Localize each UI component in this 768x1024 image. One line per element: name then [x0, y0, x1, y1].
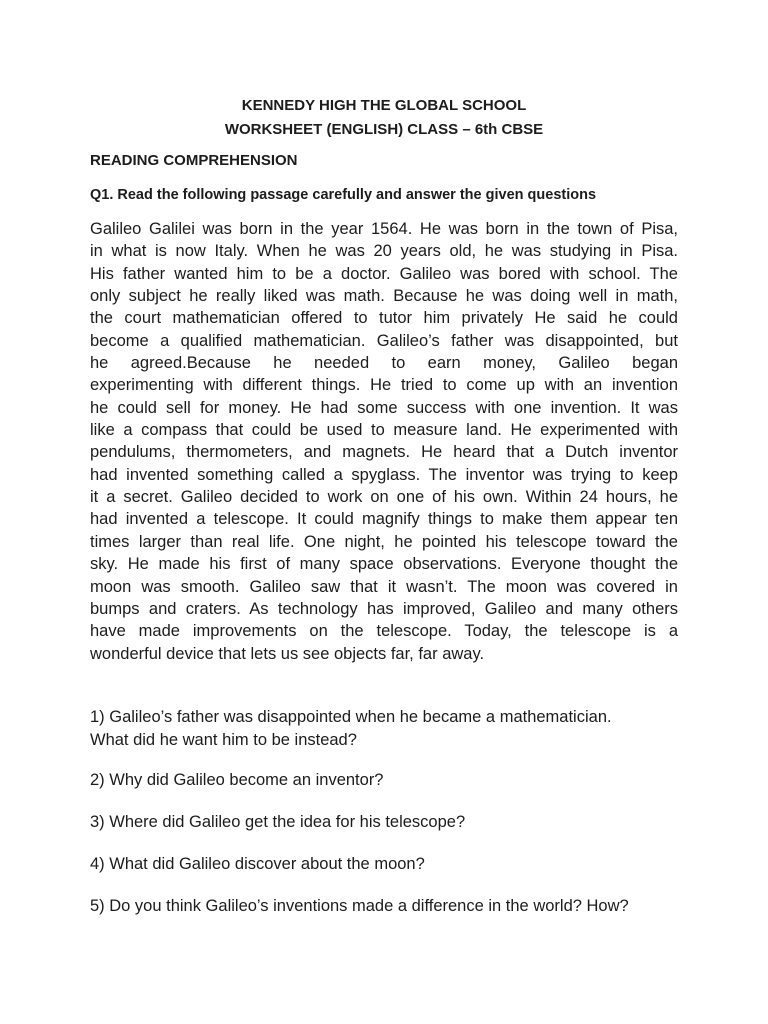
passage-line: it a secret. Galileo decided to work on one of his own. Within 24 hours, he [90, 488, 678, 507]
question-5: 5) Do you think Galileo’s inventions made a difference in the world? How? [90, 897, 629, 915]
question-1 [90, 706, 682, 751]
passage-line: wonderful device that lets us see objects far, far away. [90, 644, 485, 663]
question-4: 4) What did Galileo discover about the moon? [90, 855, 425, 873]
passage-line: only subject he really liked was math. Because he was doing well in math, [90, 287, 678, 306]
passage-line: moon was smooth. Galileo saw that it wasn’t. The moon was covered in [90, 577, 678, 596]
question-instruction: Q1. Read the following passage carefully and answer the given questions [90, 187, 597, 203]
passage-line: His father wanted him to be a doctor. Galileo was bored with school. The [90, 264, 678, 283]
worksheet-title: WORKSHEET (ENGLISH) CLASS – 6th CBSE [224, 121, 544, 138]
passage-line: had invented a telescope. It could magnify things to make them appear ten [90, 510, 678, 529]
passage-line: Galileo Galilei was born in the year 1564. He was born in the town of Pisa, [90, 220, 678, 238]
passage-line: have made improvements on the telescope. Today, the telescope is a [90, 622, 678, 641]
passage-line: experimenting with different things. He tried to come up with an invention [90, 376, 678, 395]
passage-line: bumps and craters. As technology has improved, Galileo and many others [90, 599, 678, 618]
passage-line: had invented something called a spyglass. The inventor was trying to keep [90, 465, 678, 484]
reading-passage [90, 218, 678, 665]
passage-line: in what is now Italy. When he was 20 years old, he was studying in Pisa. [90, 242, 678, 261]
passage-line: he could sell for money. He had some success with one invention. It was [90, 398, 678, 417]
passage-line: become a qualified mathematician. Galileo’s father was disappointed, but [90, 331, 678, 350]
school-name: KENNEDY HIGH THE GLOBAL SCHOOL [241, 97, 527, 114]
question-2: 2) Why did Galileo become an inventor? [90, 771, 384, 789]
section-heading: READING COMPREHENSION [90, 152, 298, 169]
document-header [0, 94, 768, 142]
passage-line: like a compass that could be used to measure land. He experimented with [90, 421, 678, 440]
passage-line: times larger than real life. One night, he pointed his telescope toward the [90, 532, 678, 551]
question-1-line: 1) Galileo’s father was disappointed when he became a mathematician. [90, 708, 612, 726]
question-1-line: What did he want him to be instead? [90, 730, 357, 749]
passage-line: pendulums, thermometers, and magnets. He heard that a Dutch inventor [90, 443, 678, 462]
passage-line: sky. He made his first of many space observations. Everyone thought the [90, 555, 678, 574]
question-3: 3) Where did Galileo get the idea for his telescope? [90, 813, 466, 831]
passage-line: he agreed.Because he needed to earn money, Galileo began [90, 354, 678, 373]
passage-line: the court mathematician offered to tutor him privately He said he could [90, 309, 678, 328]
